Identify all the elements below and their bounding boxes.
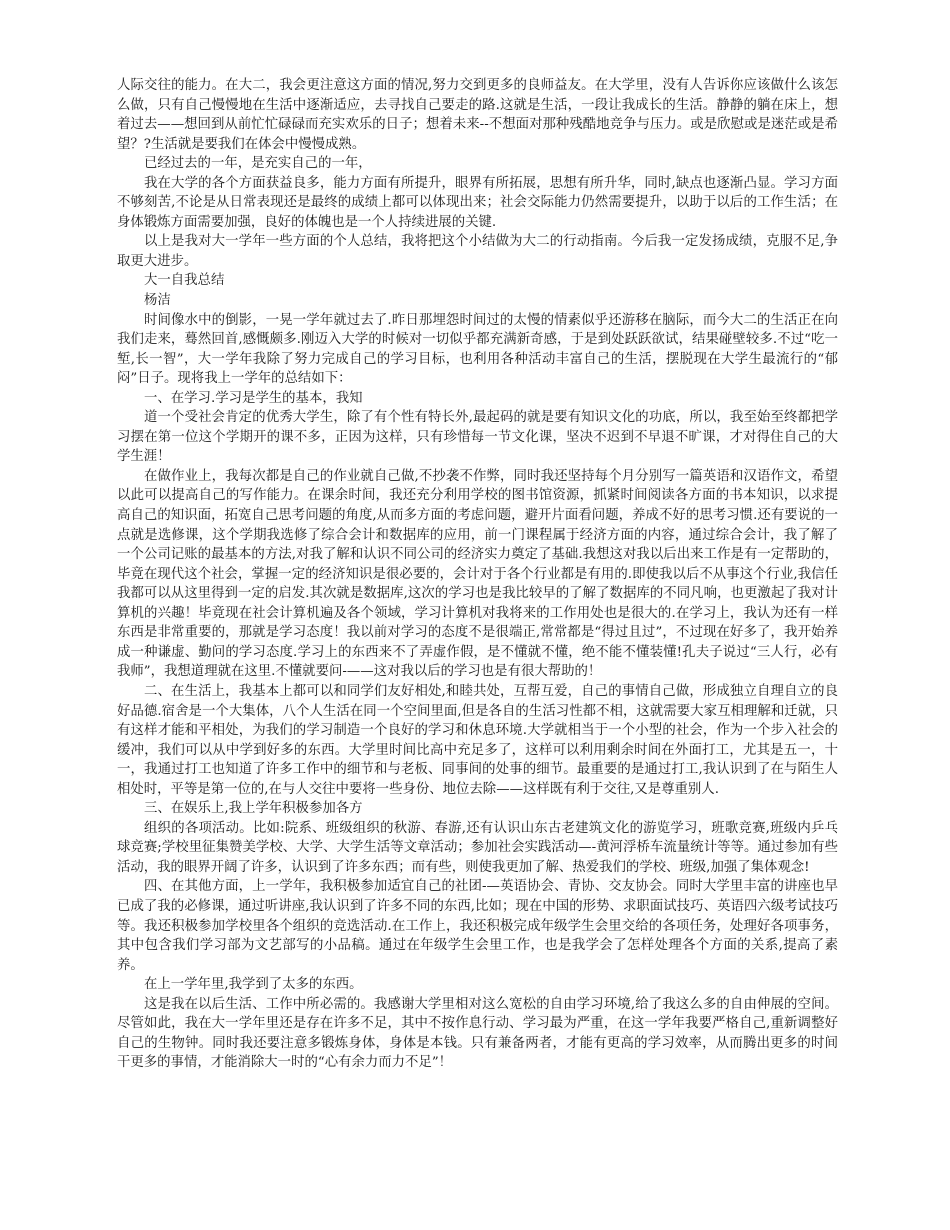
paragraph-gains: 我在大学的各个方面获益良多，能力方面有所提升，眼界有所拓展，思想有所升华，同时,缺点也逐渐凸显。学习方面不够刻苦,不论是从日常表现还是最终的成绩上都可以体现出来；社会交际能力仍然需要提升，以助于以后的工作生活；在身体锻炼方面需要加强，良好的体魄也是一个人持续进展的关键. bbox=[117, 175, 838, 230]
paragraph-life: 二、在生活上，我基本上都可以和同学们友好相处,和睦共处，互帮互爱，自己的事情自己做，形成独立自理自立的良好品德.宿舍是一个大集体，八个人生活在同一个空间里面,但是各自的生活习性都不相，这就需要大家互相理解和迁就，只有这样才能和平相处，为我们的学习制造一个良好的学习和休息环境.大学就相当于一个小型的社会，作为一个步入社会的缓冲，我们可以从中学到好多的东西。大学里时间比高中充足多了，这样可以利用剩余时间在外面打工，尤其是五一，十一，我通过打工也知道了许多工作中的细节和与老板、同事间的处事的细节。最重要的是通过打工,我认识到了在与陌生人相处时，平等是第一位的,在与人交往中要将一些身份、地位去除——这样既有利于交往,又是尊重别人. bbox=[117, 683, 838, 797]
paragraph-learned: 在上一学年里,我学到了太多的东西。 bbox=[144, 977, 363, 993]
heading-study: 一、在学习.学习是学生的基本，我知 bbox=[144, 390, 363, 406]
paragraph-conclusion: 以上是我对大一学年一些方面的个人总结，我将把这个小结做为大二的行动指南。今后我一定发扬成绩，克服不足,争取更大进步。 bbox=[117, 234, 838, 269]
paragraph-other: 四、在其他方面，上一学年，我积极参加适宜自己的社团-—英语协会、青协、交友协会。同时大学里丰富的讲座也早已成了我的必修课，通过听讲座,我认识到了许多不同的东西,比如；现在中国的形势、求职面试技巧、英语四六级考试技巧等。我还积极参加学校里各个组织的竞选活动.在工作上，我还积极完成年级学生会里交给的各项任务，处理好各项事务，其中包含我们学习部为文艺部写的小品稿。通过在年级学生会里工作，也是我学会了怎样处理各个方面的关系,提高了素养。 bbox=[117, 879, 838, 973]
author-name: 杨洁 bbox=[144, 293, 171, 309]
paragraph-final: 这是我在以后生活、工作中所必需的。我感谢大学里相对这么宽松的自由学习环境,给了我这么多的自由伸展的空间。尽管如此，我在大一学年里还是存在许多不足，其中不按作息行动、学习最为严重，在这一学年我要严格自己,重新调整好自己的生物钟。同时我还要注意多锻炼身体，身体是本钱。只有兼备两者，才能有更高的学习效率，从而腾出更多的时间干更多的事情，才能消除大一时的“心有余力而力不足”！ bbox=[117, 996, 838, 1071]
heading-entertainment: 三、在娱乐上,我上学年积极参加各方 bbox=[144, 801, 363, 817]
document-body bbox=[117, 76, 838, 1073]
paragraph-continued-intro: 人际交往的能力。在大二，我会更注意这方面的情况,努力交到更多的良师益友。在大学里，没有人告诉你应该做什么该怎么做，只有自己慢慢地在生活中逐渐适应，去寻找自己要走的路.这就是生活，一段让我成长的生活。静静的躺在床上，想着过去——想回到从前忙忙碌碌而充实欢乐的日子；想着未来--不想面对那种残酷地竞争与压力。或是欣慰或是迷茫或是希望？?生活就是要我们在体会中慢慢成熟。 bbox=[117, 78, 838, 152]
paragraph-past-year: 已经过去的一年，是充实自己的一年， bbox=[144, 156, 372, 172]
section-title: 大一自我总结 bbox=[144, 273, 225, 289]
paragraph-homework: 在做作业上，我每次都是自己的作业就自己做,不抄袭不作弊，同时我还坚持每个月分别写一篇英语和汉语作文，希望以此可以提高自己的写作能力。在课余时间，我还充分利用学校的图书馆资源，抓紧时间阅读各方面的书本知识，以求提高自己的知识面，拓宽自己思考问题的角度,从而多方面的考虑问题，避开片面看问题，养成不好的思考习惯.还有要说的一点就是选修课，这个学期我选修了综合会计和数据库的应用，前一门课程属于经济方面的内容，通过综合会计，我了解了一个公司记账的最基本的方法,对我了解和认识不同公司的经济实力奠定了基础.我想这对我以后出来工作是有一定帮助的，毕竟在现代这个社会，掌握一定的经济知识是很必要的，会计对于各个行业都是有用的.即使我以后不从事这个行业,我信任我都可以从这里得到一定的启发.其次就是数据库,这次的学习也是我比较早的了解了数据库的不同凡响，也更激起了我对计算机的兴趣！毕竟现在社会计算机遍及各个领域，学习计算机对我将来的工作用处也是很大的.在学习上，我认为还有一样东西是非常重要的，那就是学习态度！我以前对学习的态度不是很端正,常常都是“得过且过”，不过现在好多了，我开始养成一种谦虚、勤问的学习态度.学习上的东西来不了弄虚作假，是不懂就不懂，绝不能不懂装懂!孔夫子说过“三人行，必有我师”，我想道理就在这里.不懂就要问-——这对我以后的学习也是有很大帮助的！ bbox=[117, 468, 838, 680]
paragraph-activities: 组织的各项活动。比如:院系、班级组织的秋游、春游,还有认识山东古老建筑文化的游览学习，班歌竞赛,班级内乒乓球竞赛;学校里征集赞美学校、大学、大学生活等文章活动；参加社会实践活动—-黄河浮桥车流量统计等等。通过参加有些活动，我的眼界开阔了许多，认识到了许多东西；而有些，则使我更加了解、热爱我们的学校、班级,加强了集体观念! bbox=[117, 820, 838, 875]
paragraph-study: 道一个受社会肯定的优秀大学生，除了有个性有特长外,最起码的就是要有知识文化的功底，所以，我至始至终都把学习摆在第一位这个学期开的课不多，正因为这样，只有珍惜每一节文化课，坚决不迟到不早退不旷课，才对得住自己的大学生涯！ bbox=[117, 410, 838, 465]
paragraph-opening: 时间像水中的倒影，一晃一学年就过去了.昨日那埋怨时间过的太慢的情素似乎还游移在脑际，而今大二的生活正在向我们走来，蓦然回首,感慨颇多.刚迈入大学的时候对一切似乎都充满新奇感，于是到处跃跃欲试，结果碰壁较多.不过“吃一堑,长一智”，大一学年我除了努力完成自己的学习目标，也利用各种活动丰富自己的生活，摆脱现在大学生最流行的“郁闷”日子。现将我上一学年的总结如下： bbox=[117, 312, 838, 387]
